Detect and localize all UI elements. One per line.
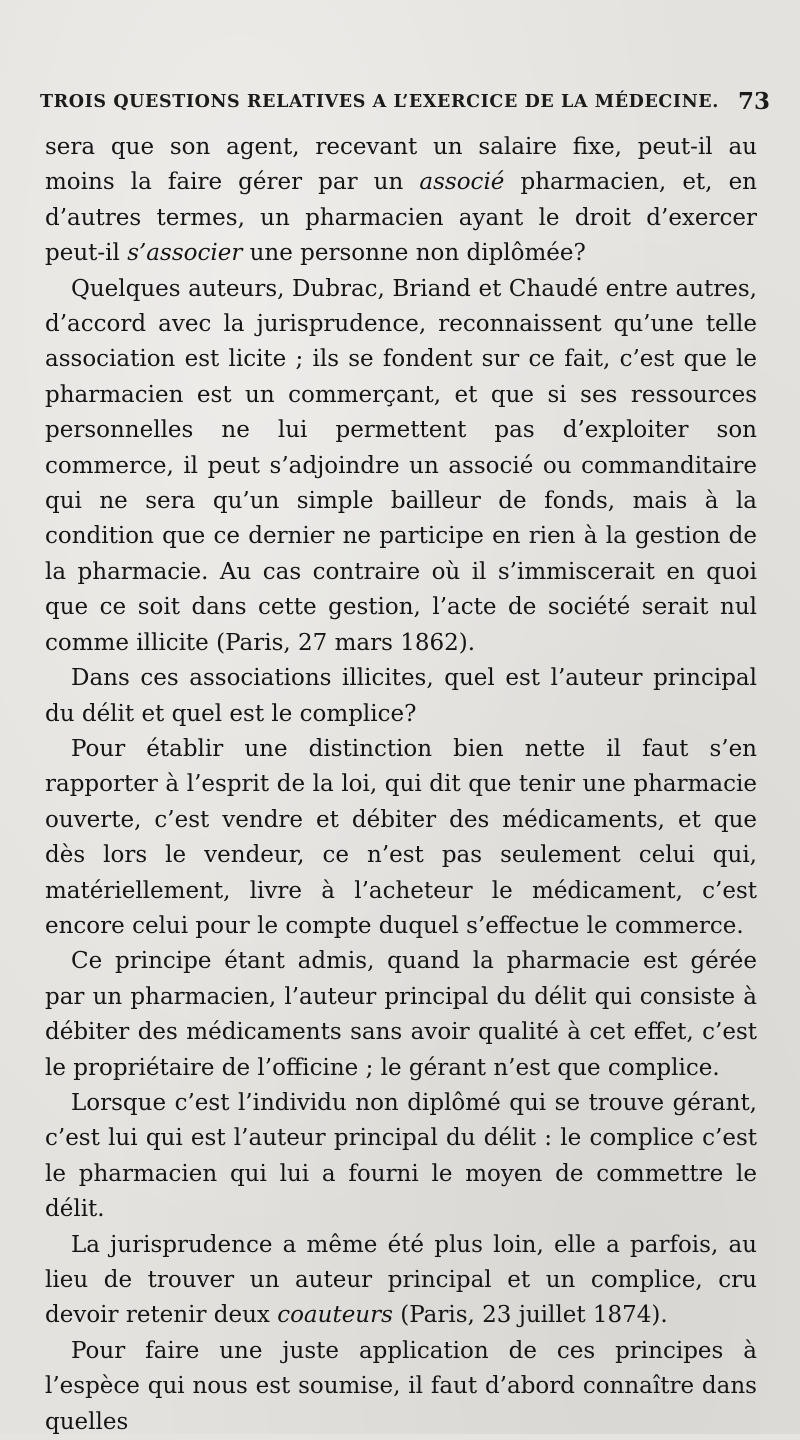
italic-text: s’associer [127, 240, 243, 267]
text-run: Lorsque c’est l’individu non diplômé qui se trouve gérant, c’est lui qui est l’auteur principal du délit : le complice c’est le pharmacien qui lui a fourni le moyen de commettre le délit. [45, 1089, 757, 1223]
text-run: Ce principe étant admis, quand la pharmacie est gérée par un pharmacien, l’auteur principal du délit qui consiste à débiter des médicaments sans avoir qualité à cet effet, c’est le propriétaire de l’officine ; le gérant n’est que complice. [45, 948, 757, 1081]
paragraph [45, 661, 757, 732]
text-run: Dans ces associations illicites, quel est l’auteur principal du délit et quel est le complice? [45, 665, 757, 727]
paragraph [45, 1334, 757, 1440]
text-run: une personne non diplômée? [242, 240, 586, 267]
italic-text: coauteurs [277, 1302, 393, 1329]
paragraph [45, 1228, 757, 1334]
text-run: Pour faire une juste application de ces principes à l’espèce qui nous est soumise, il faut d’abord connaître dans quelles [45, 1337, 757, 1435]
paragraph [45, 732, 757, 944]
text-run: (Paris, 23 juillet 1874). [392, 1302, 668, 1329]
text-run: pharmacien, et, en d’autres termes, un pharmacien ayant le droit d’exercer peut-il [45, 169, 757, 267]
page-number: 73 [737, 88, 770, 115]
paragraph [45, 272, 757, 661]
text-run: Pour établir une distinction bien nette il faut s’en rapporter à l’esprit de la loi, qui dit que tenir une pharmacie ouverte, c’est vendre et débiter des médicaments, et que dès lors le vendeur, ce n’est pas seulement celui qui, matériellement, livre à l’acheteur le médicament, c’est encore celui pour le compte duquel s’effectue le commerce. [45, 735, 757, 939]
paragraph [45, 1086, 757, 1228]
running-head: TROIS QUESTIONS RELATIVES A L’EXERCICE DE LA MÉDECINE. [40, 92, 719, 112]
page-header [40, 88, 770, 122]
paragraph [45, 944, 757, 1086]
text-run: Quelques auteurs, Dubrac, Briand et Chaudé entre autres, d’accord avec la jurisprudence, reconnaissent qu’une telle association est licite ; ils se fondent sur ce fait, c’est que le pharmacien est un commerçant, et que si ses ressources personnelles ne lui permettent pas d’exploiter son commerce, il peut s’adjoindre un associé ou commanditaire qui ne sera qu’un simple bailleur de fonds, mais à la condition que ce dernier ne participe en rien à la gestion de la pharmacie. Au cas contraire où il s’immiscerait en quoi que ce soit dans cette gestion, l’acte de société serait nul comme illicite (Paris, 27 mars 1862). [45, 275, 757, 656]
italic-text: associé [419, 169, 505, 196]
body-text [45, 130, 757, 1440]
paragraph [45, 130, 757, 272]
text-run: La jurisprudence a même été plus loin, elle a parfois, au lieu de trouver un auteur principal et un complice, cru devoir retenir deux [45, 1231, 757, 1329]
text-run: sera que son agent, recevant un salaire fixe, peut-il au moins la faire gérer par un [45, 134, 757, 196]
